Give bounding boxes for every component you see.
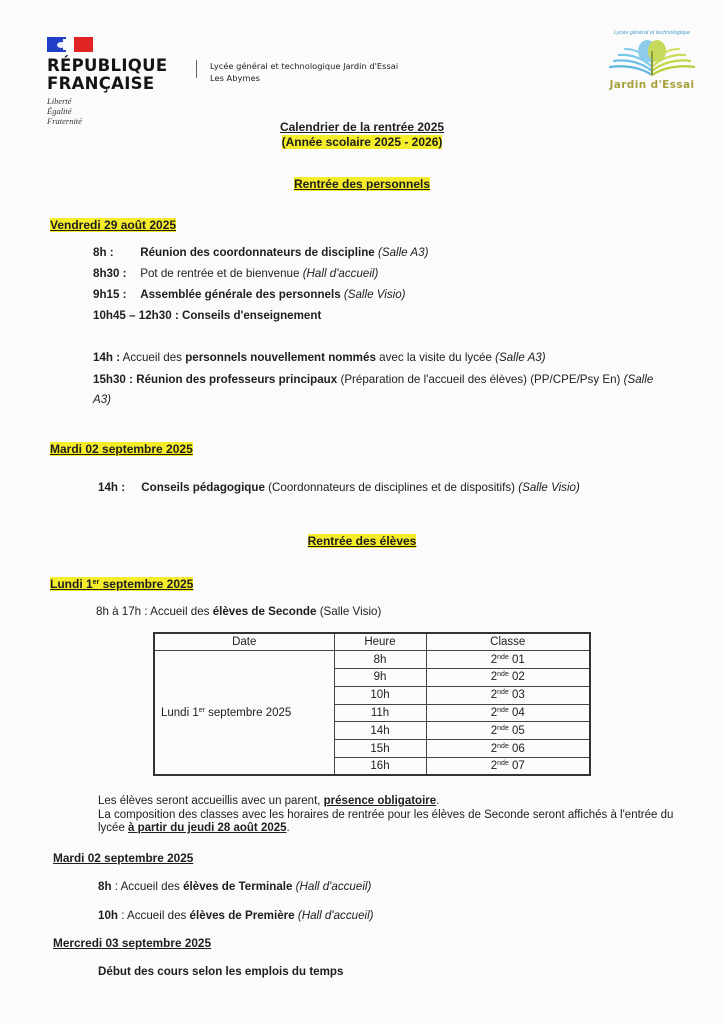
heure-cell: 8h [334,651,426,669]
column-header-date: Date [154,633,334,651]
staff-day1-date: Vendredi 29 août 2025 [50,218,177,232]
students-day3-date: Mercredi 03 septembre 2025 [53,936,212,950]
classe-cell: 2nde 01 [426,651,590,669]
classe-cell: 2nde 07 [426,758,590,776]
students-item: 8h : Accueil des élèves de Terminale (Hall d'accueil) [98,880,372,893]
staff-item: 8h : Réunion des coordonnateurs de discipline (Salle A3) [93,246,429,259]
heure-cell: 16h [334,758,426,776]
classe-cell: 2nde 02 [426,669,590,687]
staff-item-continued: A3) [93,393,112,406]
staff-item: 10h45 – 12h30 : Conseils d'enseignement [93,309,322,322]
date-cell: Lundi 1er septembre 2025 [154,651,334,776]
staff-item: 15h30 : Réunion des professeurs principaux (Préparation de l'accueil des élèves) (PP/CPE/Psy En) (Salle [93,373,654,386]
republic-motto: Liberté Égalité Fraternité [47,96,82,126]
heure-cell: 15h [334,740,426,758]
heure-cell: 10h [334,686,426,704]
school-city: Les Abymes [210,73,260,83]
republique-francaise-logo [47,37,167,126]
header-divider [196,60,197,78]
seconde-schedule-table [153,632,591,776]
staff-item: 14h : Accueil des personnels nouvellement nommés avec la visite du lycée (Salle A3) [93,351,546,364]
section-heading-students: Rentrée des élèves [307,534,417,548]
logo-name: Jardin d'Essai [609,79,695,91]
jardin-essai-logo [604,30,700,91]
students-day2-date: Mardi 02 septembre 2025 [53,851,194,865]
heure-cell: 11h [334,704,426,722]
document-title: Calendrier de la rentrée 2025 [279,120,445,134]
table-header-row [154,633,590,651]
column-header-classe: Classe [426,633,590,651]
classe-cell: 2nde 05 [426,722,590,740]
table-row [154,651,590,669]
open-book-tree-icon [604,37,700,79]
marianne-flag-icon [47,37,93,52]
document-subtitle: (Année scolaire 2025 - 2026) [281,135,443,149]
students-day1-date: Lundi 1er septembre 2025 [50,577,194,591]
note-parent-presence: Les élèves seront accueillis avec un parent, présence obligatoire. [98,795,440,807]
classe-cell: 2nde 04 [426,704,590,722]
note-class-composition: La composition des classes avec les horaires de rentrée pour les élèves de Seconde seront affichés à l'entrée du lycée à partir du jeudi 28 août 2025. [98,808,674,834]
section-heading-staff: Rentrée des personnels [293,177,431,191]
school-name: Lycée général et technologique Jardin d'Essai [210,61,399,71]
column-header-heure: Heure [334,633,426,651]
classe-cell: 2nde 06 [426,740,590,758]
staff-day2-date: Mardi 02 septembre 2025 [50,442,193,456]
logo-tagline: Lycée général et technologique [613,30,691,36]
staff-item: 9h15 : Assemblée générale des personnels (Salle Visio) [93,288,406,301]
seconde-notes [98,795,698,836]
classe-cell: 2nde 03 [426,686,590,704]
republic-name: RÉPUBLIQUE FRANÇAISE [47,56,168,93]
heure-cell: 9h [334,669,426,687]
staff-item: 14h : Conseils pédagogique (Coordonnateurs de disciplines et de dispositifs) (Salle Visio) [98,481,580,494]
school-identity [210,60,398,84]
students-intro: 8h à 17h : Accueil des élèves de Seconde (Salle Visio) [96,605,382,618]
heure-cell: 14h [334,722,426,740]
students-item: 10h : Accueil des élèves de Première (Hall d'accueil) [98,909,374,922]
staff-item: 8h30 : Pot de rentrée et de bienvenue (Hall d'accueil) [93,267,379,280]
students-item: Début des cours selon les emplois du temps [98,965,344,978]
